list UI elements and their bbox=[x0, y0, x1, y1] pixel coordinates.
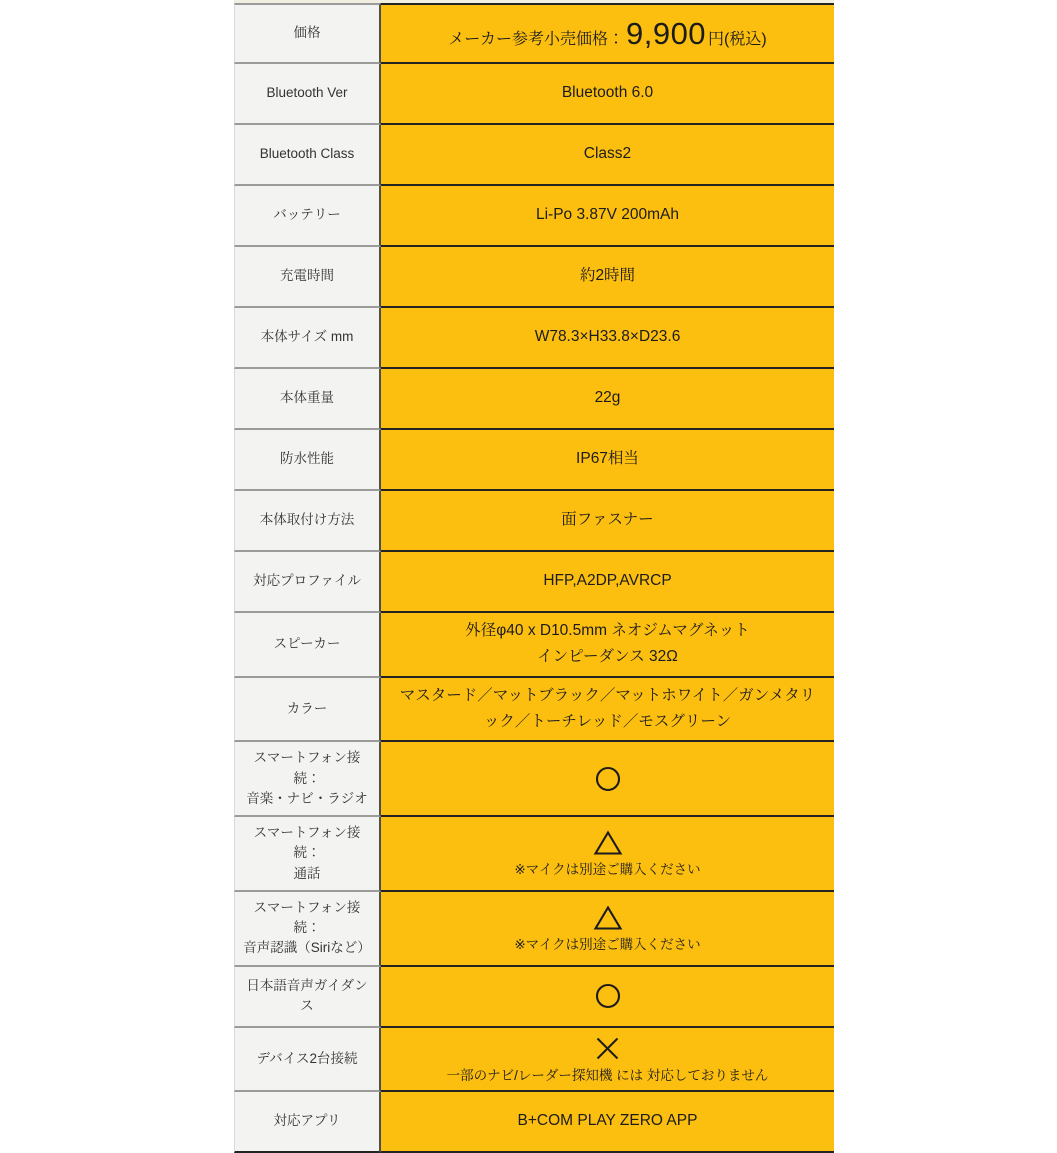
spec-label-text: カラー bbox=[286, 700, 328, 716]
spec-value-text: W78.3×H33.8×D23.6 bbox=[534, 328, 681, 346]
symbol-note: 一部のナビ/レーダー探知機 には 対応しておりません bbox=[446, 1067, 769, 1083]
spec-label-text: 対応プロファイル bbox=[253, 573, 361, 589]
spec-label-text: 日本語音声ガイダンス bbox=[246, 977, 368, 1014]
spec-value-text: HFP,A2DP,AVRCP bbox=[543, 572, 672, 590]
spec-value-cell bbox=[381, 892, 834, 967]
spec-label-text: スピーカー bbox=[273, 636, 341, 652]
spec-value-cell bbox=[381, 64, 834, 125]
spec-label-text: 音楽・ナビ・ラジオ bbox=[246, 790, 368, 806]
spec-value-text: 約2時間 bbox=[579, 267, 636, 285]
spec-row bbox=[234, 369, 834, 430]
spec-row bbox=[234, 308, 834, 369]
triangle-symbol bbox=[593, 905, 623, 931]
spec-row bbox=[234, 247, 834, 308]
spec-value-cell bbox=[381, 125, 834, 186]
spec-label-text: 本体重量 bbox=[280, 390, 334, 406]
spec-row bbox=[234, 678, 834, 743]
spec-row bbox=[234, 967, 834, 1028]
spec-value-text: 外径φ40 x D10.5mm ネオジムマグネット bbox=[465, 622, 750, 639]
spec-label-text: 対応アプリ bbox=[273, 1113, 341, 1129]
spec-row bbox=[234, 613, 834, 678]
spec-row bbox=[234, 430, 834, 491]
triangle-symbol bbox=[593, 830, 623, 856]
spec-table-area bbox=[234, 0, 834, 1153]
spec-label-cell bbox=[234, 678, 381, 743]
spec-value-text: B+COM PLAY ZERO APP bbox=[517, 1112, 698, 1130]
spec-value-cell bbox=[381, 742, 834, 817]
symbol-note: ※マイクは別途ご購入ください bbox=[514, 861, 701, 877]
spec-row bbox=[234, 3, 834, 64]
spec-value-text: Bluetooth 6.0 bbox=[561, 84, 654, 102]
spec-label-cell bbox=[234, 125, 381, 186]
circle-symbol bbox=[595, 766, 621, 792]
spec-label-text: 本体取付け方法 bbox=[259, 512, 355, 528]
spec-label-cell bbox=[234, 1092, 381, 1153]
spec-value-text: Li-Po 3.87V 200mAh bbox=[535, 206, 680, 224]
circle-symbol bbox=[595, 983, 621, 1009]
spec-label-text: バッテリー bbox=[273, 207, 341, 223]
cross-symbol bbox=[594, 1035, 621, 1062]
spec-value-cell bbox=[381, 1028, 834, 1092]
spec-row bbox=[234, 186, 834, 247]
spec-row bbox=[234, 1028, 834, 1092]
triangle-symbol-wrap bbox=[593, 905, 623, 931]
price-prefix: メーカー参考小売価格： bbox=[448, 30, 624, 48]
symbol-note: ※マイクは別途ご購入ください bbox=[514, 936, 701, 952]
spec-label-cell bbox=[234, 742, 381, 817]
spec-row bbox=[234, 552, 834, 613]
spec-value-text: 22g bbox=[594, 389, 621, 407]
spec-row bbox=[234, 742, 834, 817]
spec-value-text: インピーダンス 32Ω bbox=[537, 648, 678, 666]
spec-label-cell bbox=[234, 491, 381, 552]
spec-label-text: スマートフォン接続： bbox=[253, 825, 361, 861]
spec-label-text: スマートフォン接続： bbox=[253, 899, 361, 936]
spec-row bbox=[234, 817, 834, 892]
spec-value-cell bbox=[381, 247, 834, 308]
spec-label-text: Bluetooth Class bbox=[259, 146, 355, 162]
spec-row bbox=[234, 64, 834, 125]
spec-label-cell bbox=[234, 430, 381, 491]
spec-label-cell bbox=[234, 186, 381, 247]
spec-row bbox=[234, 892, 834, 967]
spec-value-cell bbox=[381, 369, 834, 430]
spec-value-cell bbox=[381, 678, 834, 743]
spec-label-text: Bluetooth Ver bbox=[266, 85, 348, 101]
spec-label-cell bbox=[234, 247, 381, 308]
spec-row bbox=[234, 125, 834, 186]
spec-row bbox=[234, 491, 834, 552]
spec-value-cell bbox=[381, 430, 834, 491]
spec-label-text: デバイス2台接続 bbox=[256, 1050, 358, 1066]
circle-symbol-wrap bbox=[595, 766, 621, 792]
spec-label-cell bbox=[234, 552, 381, 613]
cross-symbol-wrap bbox=[594, 1035, 621, 1062]
spec-label-cell bbox=[234, 369, 381, 430]
circle-symbol-wrap bbox=[595, 983, 621, 1009]
triangle-symbol-wrap bbox=[593, 830, 623, 856]
spec-table bbox=[234, 3, 834, 1153]
spec-value-cell bbox=[381, 186, 834, 247]
spec-label-cell bbox=[234, 613, 381, 678]
spec-value-cell bbox=[381, 817, 834, 892]
spec-row bbox=[234, 1092, 834, 1153]
spec-label-text: 本体サイズ mm bbox=[260, 329, 354, 345]
price-line bbox=[448, 15, 766, 52]
spec-label-cell bbox=[234, 3, 381, 64]
spec-label-cell bbox=[234, 1028, 381, 1092]
spec-label-cell bbox=[234, 64, 381, 125]
spec-value-text: IP67相当 bbox=[576, 450, 639, 468]
spec-label-text: 通話 bbox=[293, 865, 321, 881]
spec-value-cell bbox=[381, 491, 834, 552]
spec-label-text: 音声認識（Siriなど） bbox=[243, 940, 371, 956]
spec-label-text: スマートフォン接続： bbox=[253, 750, 361, 786]
spec-value-cell bbox=[381, 613, 834, 678]
spec-label-cell bbox=[234, 308, 381, 369]
spec-label-text: 充電時間 bbox=[280, 268, 334, 284]
spec-value-text: Class2 bbox=[583, 145, 632, 163]
spec-label-cell bbox=[234, 967, 381, 1028]
spec-value-cell bbox=[381, 1092, 834, 1153]
spec-value-text: 面ファスナー bbox=[561, 511, 654, 529]
spec-value-text: マスタード／マットブラック／マットホワイト／ガンメタリック／トーチレッド／モスグリーン bbox=[399, 686, 816, 731]
spec-value-cell bbox=[381, 552, 834, 613]
spec-label-text: 防水性能 bbox=[280, 451, 334, 467]
spec-label-cell bbox=[234, 817, 381, 892]
spec-label-cell bbox=[234, 892, 381, 967]
spec-value-cell bbox=[381, 967, 834, 1028]
spec-value-cell bbox=[381, 308, 834, 369]
spec-value-cell bbox=[381, 3, 834, 64]
price-suffix: 円(税込) bbox=[708, 30, 767, 48]
price-amount: 9,900 bbox=[625, 15, 707, 51]
spec-label-text: 価格 bbox=[293, 25, 321, 41]
